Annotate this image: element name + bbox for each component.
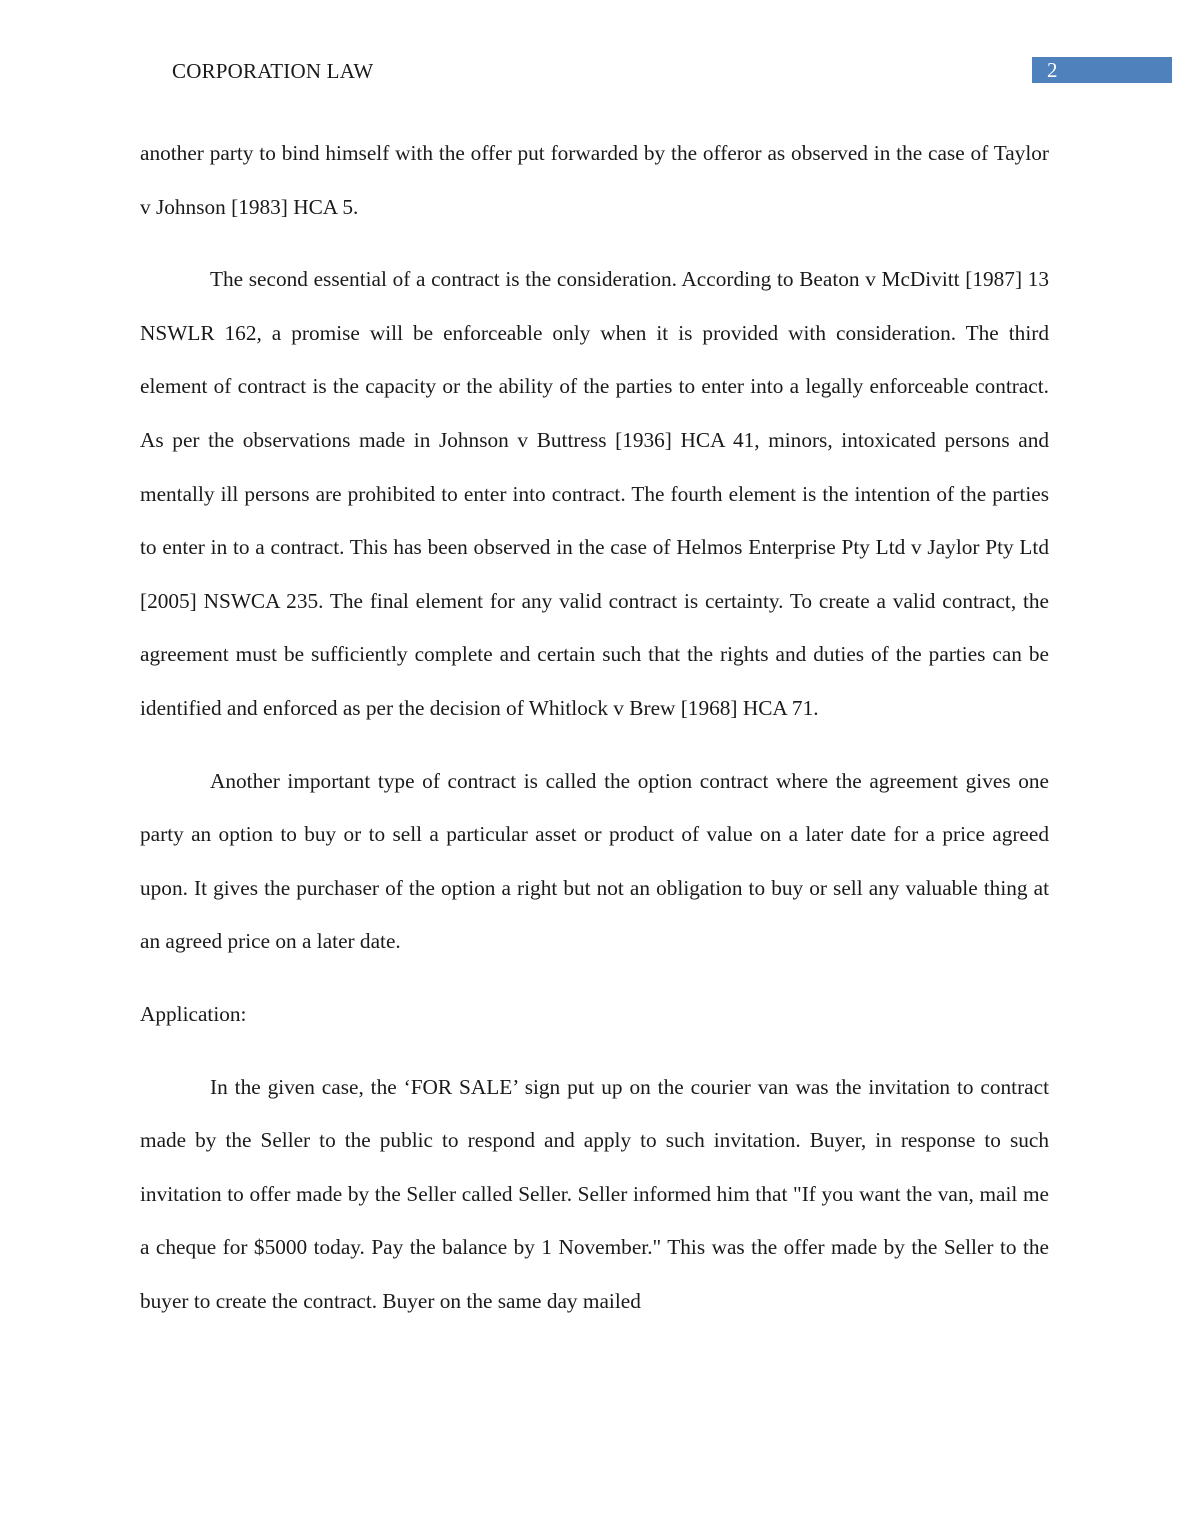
paragraph-application: In the given case, the ‘FOR SALE’ sign put up on the courier van was the invitation to contract made by the Seller to the public to respond and apply to such invitation. Buyer, in response to such invitation to offer made by the Seller called Seller. Seller informed him that "If you want the van, mail me a cheque for $5000 today. Pay the balance by 1 November." This was the offer made by the Seller to the buyer to create the contract. Buyer on the same day mailed <box>140 1074 1049 1313</box>
running-head: CORPORATION LAW <box>172 59 374 83</box>
paragraph-continuation: another party to bind himself with the offer put forwarded by the offeror as observed in the case of Taylor v Johnson [1983] HCA 5. <box>140 141 1049 219</box>
document-body <box>140 127 1049 1347</box>
paragraph-option-contract: Another important type of contract is called the option contract where the agreement gives one party an option to buy or to sell a particular asset or product of value on a later date for a price agreed upon. It gives the purchaser of the option a right but not an obligation to buy or sell any valuable thing at an agreed price on a later date. <box>140 768 1049 954</box>
page-number: 2 <box>1047 58 1058 82</box>
page-number-badge <box>1032 57 1172 83</box>
paragraph-contract-elements: The second essential of a contract is the consideration. According to Beaton v McDivitt [1987] 13 NSWLR 162, a promise will be enforceable only when it is provided with consideration. The third element of contract is the capacity or the ability of the parties to enter into a legally enforceable contract. As per the observations made in Johnson v Buttress [1936] HCA 41, minors, intoxicated persons and mentally ill persons are prohibited to enter into contract. The fourth element is the intention of the parties to enter in to a contract. This has been observed in the case of Helmos Enterprise Pty Ltd v Jaylor Pty Ltd [2005] NSWCA 235. The final element for any valid contract is certainty. To create a valid contract, the agreement must be sufficiently complete and certain such that the rights and duties of the parties can be identified and enforced as per the decision of Whitlock v Brew [1968] HCA 71. <box>140 267 1049 720</box>
section-heading-application: Application: <box>140 1001 247 1026</box>
